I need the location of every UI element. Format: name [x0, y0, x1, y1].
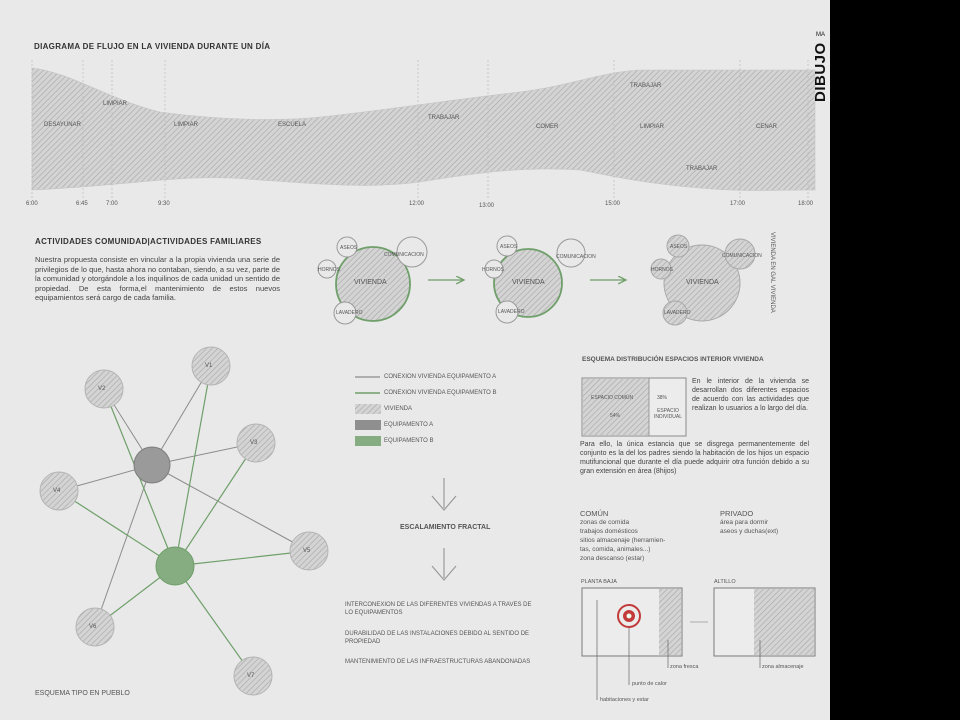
node-v6: V6 — [89, 624, 97, 630]
time-label: 7:00 — [106, 201, 118, 207]
act-limpiar-2: LIMPIAR — [174, 122, 199, 128]
node-v2: V2 — [98, 386, 106, 392]
comun-title: COMÚN — [580, 509, 609, 518]
network-caption: ESQUEMA TIPO EN PUEBLO — [35, 690, 130, 697]
node-v5: V5 — [303, 548, 311, 554]
network-nodes — [40, 347, 328, 695]
stage2-lavadero: LAVADERO — [498, 309, 525, 315]
stage2-center: VIVIENDA — [512, 279, 545, 286]
act-trabajar-2: TRABAJAR — [630, 83, 662, 89]
time-label: 12:00 — [409, 201, 425, 207]
comun-item: trabajos domésticos — [580, 528, 638, 535]
node-v7: V7 — [247, 673, 255, 679]
stage1-aseos: ASEOS — [340, 245, 358, 251]
time-label: 9:30 — [158, 201, 170, 207]
fractal-item: INTERCONEXION DE LAS DIFERENTES VIVIENDAS A TRAVES DE LO EQUIPAMENTOS — [345, 602, 532, 616]
node-v4: V4 — [53, 488, 61, 494]
time-label: 17:00 — [730, 201, 746, 207]
comun-item: zonas de comida — [580, 519, 630, 526]
community-vertical-label: VIVIENDA EN GAL VIVIENDA — [769, 232, 775, 313]
comun-item: zona descanso (estar) — [580, 555, 645, 562]
privado-item: aseos y duchas(ext) — [720, 528, 779, 535]
interior-paragraph-2: Para ello, la única estancia que se disgrega permanentemente del conjunto es la del los padres siendo la habitación de los hijos un espacio mutifuncional que durante el día puede adquirir otra función debido a su gran extensión en área (8hijos) — [580, 441, 809, 475]
planta-baja-label: PLANTA BAJA — [581, 579, 617, 585]
act-limpiar-1: LIMPIAR — [103, 101, 128, 107]
interior-comun-label: ESPACIO COMÚN — [591, 395, 634, 401]
equipment-b-node — [156, 547, 194, 585]
interior-title: ESQUEMA DISTRIBUCIÓN ESPACIOS INTERIOR VIVIENDA — [582, 356, 764, 363]
time-label: 15:00 — [605, 201, 621, 207]
fractal-item: DURABILIDAD DE LAS INSTALACIONES DEBIDO AL SENTIDO DE PROPIEDAD — [345, 631, 530, 645]
legend-b-label: CONEXION VIVIENDA EQUIPAMENTO B — [384, 390, 497, 396]
legend-a-label: CONEXION VIVIENDA EQUIPAMENTO A — [384, 374, 497, 380]
legend-equipb-label: EQUIPAMENTO B — [384, 438, 434, 444]
act-desayunar: DESAYUNAR — [44, 122, 81, 128]
time-label: 6:00 — [26, 201, 38, 207]
legend-equipa-label: EQUIPAMENTO A — [384, 422, 434, 428]
stage3-lavadero: LAVADERO — [664, 310, 691, 316]
equipment-a-node — [134, 447, 170, 483]
act-trabajar-1: TRABAJAR — [428, 115, 460, 121]
comun-item: tas, comida, animales...) — [580, 546, 651, 553]
flow-ribbon — [32, 68, 815, 191]
time-label: 18:00 — [798, 201, 814, 207]
flow-title: DIAGRAMA DE FLUJO EN LA VIVIENDA DURANTE UN DÍA — [34, 42, 271, 51]
node-v1: V1 — [205, 363, 213, 369]
act-limpiar-3: LIMPIAR — [640, 124, 665, 130]
privado-title: PRIVADO — [720, 509, 754, 518]
brand-text: DIBUJO — [812, 42, 829, 102]
community-paragraph: Nuestra propuesta consiste en vincular a la propia vivienda una serie de privilegios de lo que, hasta ahora no contaban, siendo, a su vez, parte de la comunidad y otorgándole a los inquilinos de cada unidad un sentido de propiedad. De esta forma,el mantenimiento de estos nuevos equipamientos será cargo de cada familia. — [35, 255, 280, 302]
brand-logo — [812, 30, 834, 110]
time-label: 6:45 — [76, 201, 88, 207]
interior-paragraph-1: En le interior de la vivienda se desarrollan dos diferentes espacios de acuerdo con las actividades que realizan lo usuarios a lo largo del día. — [692, 378, 809, 412]
stage1-comunicacion: COMUNICACION — [384, 252, 424, 258]
legend-graphics — [355, 377, 381, 446]
brand-tag: MA — [816, 32, 825, 38]
stage1-lavadero: LAVADERO — [336, 310, 363, 316]
stage2-comunicacion: COMUNICACION — [556, 254, 596, 260]
time-label: 13:00 — [479, 203, 495, 209]
comun-item: sitios almacenaje (herramien- — [580, 537, 666, 544]
fractal-title: ESCALAMIENTO FRACTAL — [400, 524, 491, 531]
interior-privado-label: ESPACIO INDIVIDUAL — [653, 408, 683, 420]
act-trabajar-3: TRABAJAR — [686, 166, 718, 172]
habitaciones-label: habitaciones y estar — [600, 697, 649, 703]
interior-pct2: 54% — [610, 413, 621, 419]
legend-vivienda-label: VIVIENDA — [384, 406, 413, 412]
fractal-item: MANTENIMIENTO DE LAS INFRAESTRUCTURAS ABANDONADAS — [345, 659, 531, 665]
altillo-label: ALTILLO — [714, 579, 736, 585]
stage1-center: VIVIENDA — [354, 279, 387, 286]
stage3-aseos: ASEOS — [670, 244, 688, 250]
stage3-comunicacion: COMUNICACION — [722, 253, 762, 259]
stage3-center: VIVIENDA — [686, 279, 719, 286]
stage1-hornos: HORNOS — [318, 267, 340, 273]
stage2-aseos: ASEOS — [500, 244, 518, 250]
stage2-hornos: HORNOS — [482, 267, 504, 273]
act-escuela: ESCUELA — [278, 122, 307, 128]
stage3-hornos: HORNOS — [651, 267, 673, 273]
act-cenar: CENAR — [756, 124, 778, 130]
zona-fresca-label: zona fresca — [670, 664, 699, 670]
punto-calor-label: punto de calor — [632, 681, 667, 687]
privado-item: área para dormir — [720, 519, 769, 526]
community-title: ACTIVIDADES COMUNIDAD|ACTIVIDADES FAMILIARES — [35, 237, 262, 246]
interior-pct1: 38% — [657, 395, 668, 401]
act-comer: COMER — [536, 124, 559, 130]
node-v3: V3 — [250, 440, 258, 446]
zona-almacenaje-label: zona almacenaje — [762, 664, 804, 670]
